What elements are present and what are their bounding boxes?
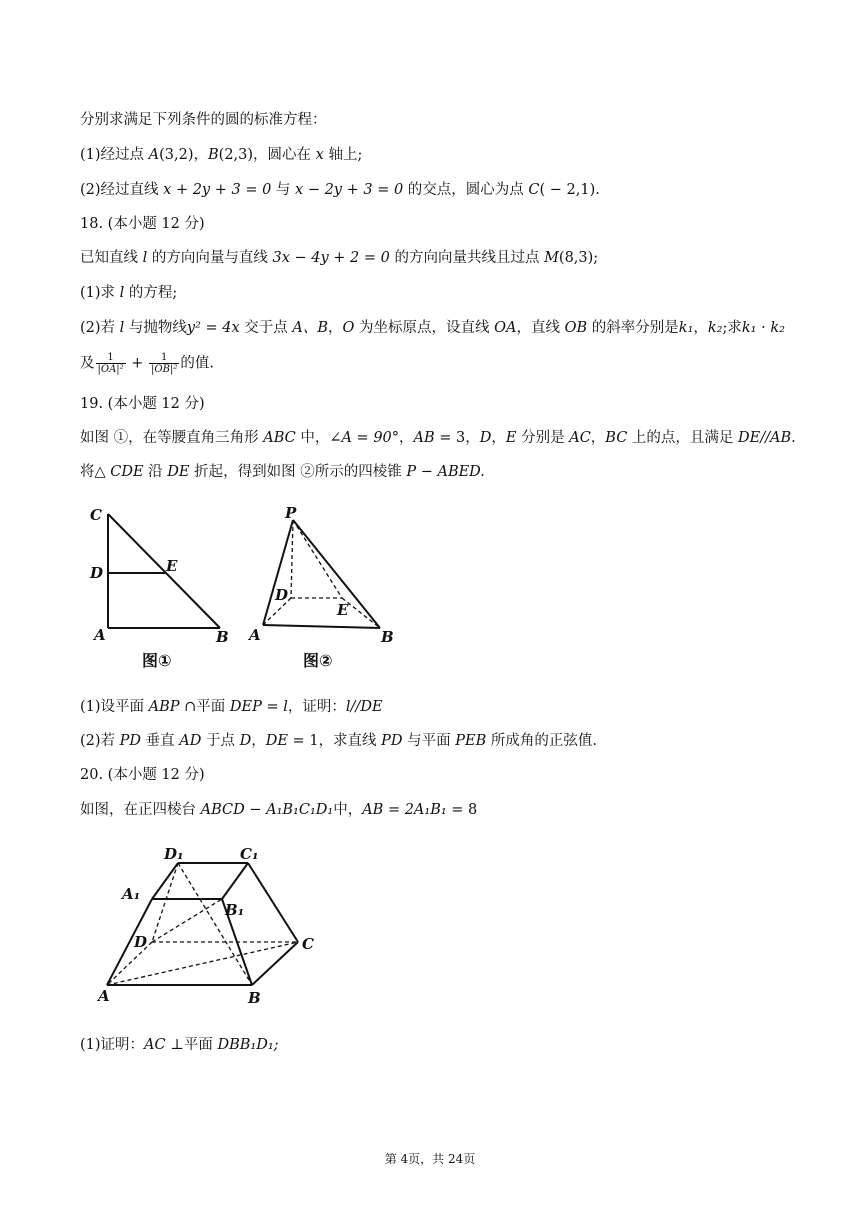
figure-1-triangle [80, 500, 250, 675]
label-a: A [249, 626, 261, 644]
label-p: P [285, 504, 297, 522]
text-line: 分别求满足下列条件的圆的标准方程： [80, 112, 327, 128]
text-line: (2)若 l 与抛物线y² = 4x 交于点 A、B，O 为坐标原点，设直线 OA，直线 OB 的斜率分别是k₁，k₂;求k₁ · k₂ [80, 320, 785, 336]
figure-3-frustum [90, 835, 330, 1015]
figure-2-caption: 图② [303, 651, 333, 670]
label-b: B [216, 628, 229, 646]
text-line: (2)若 PD 垂直 AD 于点 D，DE = 1，求直线 PD 与平面 PEB 所成角的正弦值. [80, 733, 597, 749]
question-header: 19. (本小题 12 分) [80, 396, 205, 412]
page-footer: 第 4页，共 24页 [384, 1152, 476, 1166]
label-d: D [90, 564, 104, 582]
figure-2-pyramid [245, 500, 405, 675]
label-c: C [90, 506, 102, 524]
text-line: (2)经过直线 x + 2y + 3 = 0 与 x − 2y + 3 = 0 的交点，圆心为点 C( − 2,1). [80, 182, 600, 198]
label-d: D [275, 586, 289, 604]
figure-1-caption: 图① [142, 651, 172, 670]
text-line: 已知直线 l 的方向向量与直线 3x − 4y + 2 = 0 的方向向量共线且过点 M(8,3); [80, 250, 599, 266]
text-line: 将△ CDE 沿 DE 折起，得到如图 ②所示的四棱锥 P − ABED. [80, 464, 485, 480]
label-a: A [94, 626, 106, 644]
question-header: 20. (本小题 12 分) [80, 767, 205, 783]
label-d1: D₁ [164, 845, 184, 863]
text-line: (1)经过点 A(3,2)，B(2,3)，圆心在 x 轴上; [80, 147, 363, 163]
text-line: 如图，在正四棱台 ABCD − A₁B₁C₁D₁中，AB = 2A₁B₁ = 8 [80, 802, 478, 818]
fraction-ob: $\frac{1}{\text{|OB|²}}$ [151, 352, 178, 375]
fraction-oa: $\frac{1}{\text{|OA|²}}$ [97, 352, 124, 375]
label-c: C [302, 935, 314, 953]
text-line: 如图 ①，在等腰直角三角形 ABC 中，∠A = 90°，AB = 3，D，E 分别是 AC，BC 上的点，且满足 DE//AB. [80, 430, 796, 446]
text-line: (1)求 l 的方程; [80, 285, 178, 301]
text-line: (1)设平面 ABP ∩平面 DEP = l，证明：l//DE [80, 699, 383, 715]
label-b: B [381, 628, 394, 646]
text-line: 及 $\frac{1}{\text{|OA|²}}$ + $\frac{1}{\text{|OB|²}}$ 的值. [80, 352, 214, 375]
label-e: E [337, 601, 349, 619]
label-a1: A₁ [122, 885, 141, 903]
question-header: 18. (本小题 12 分) [80, 216, 205, 232]
label-b1: B₁ [225, 901, 245, 919]
label-e: E [166, 557, 178, 575]
label-d: D [134, 933, 148, 951]
label-a: A [98, 987, 110, 1005]
label-b: B [248, 989, 261, 1007]
text-line: (1)证明：AC ⊥平面 DBB₁D₁; [80, 1037, 279, 1053]
label-c1: C₁ [240, 845, 259, 863]
